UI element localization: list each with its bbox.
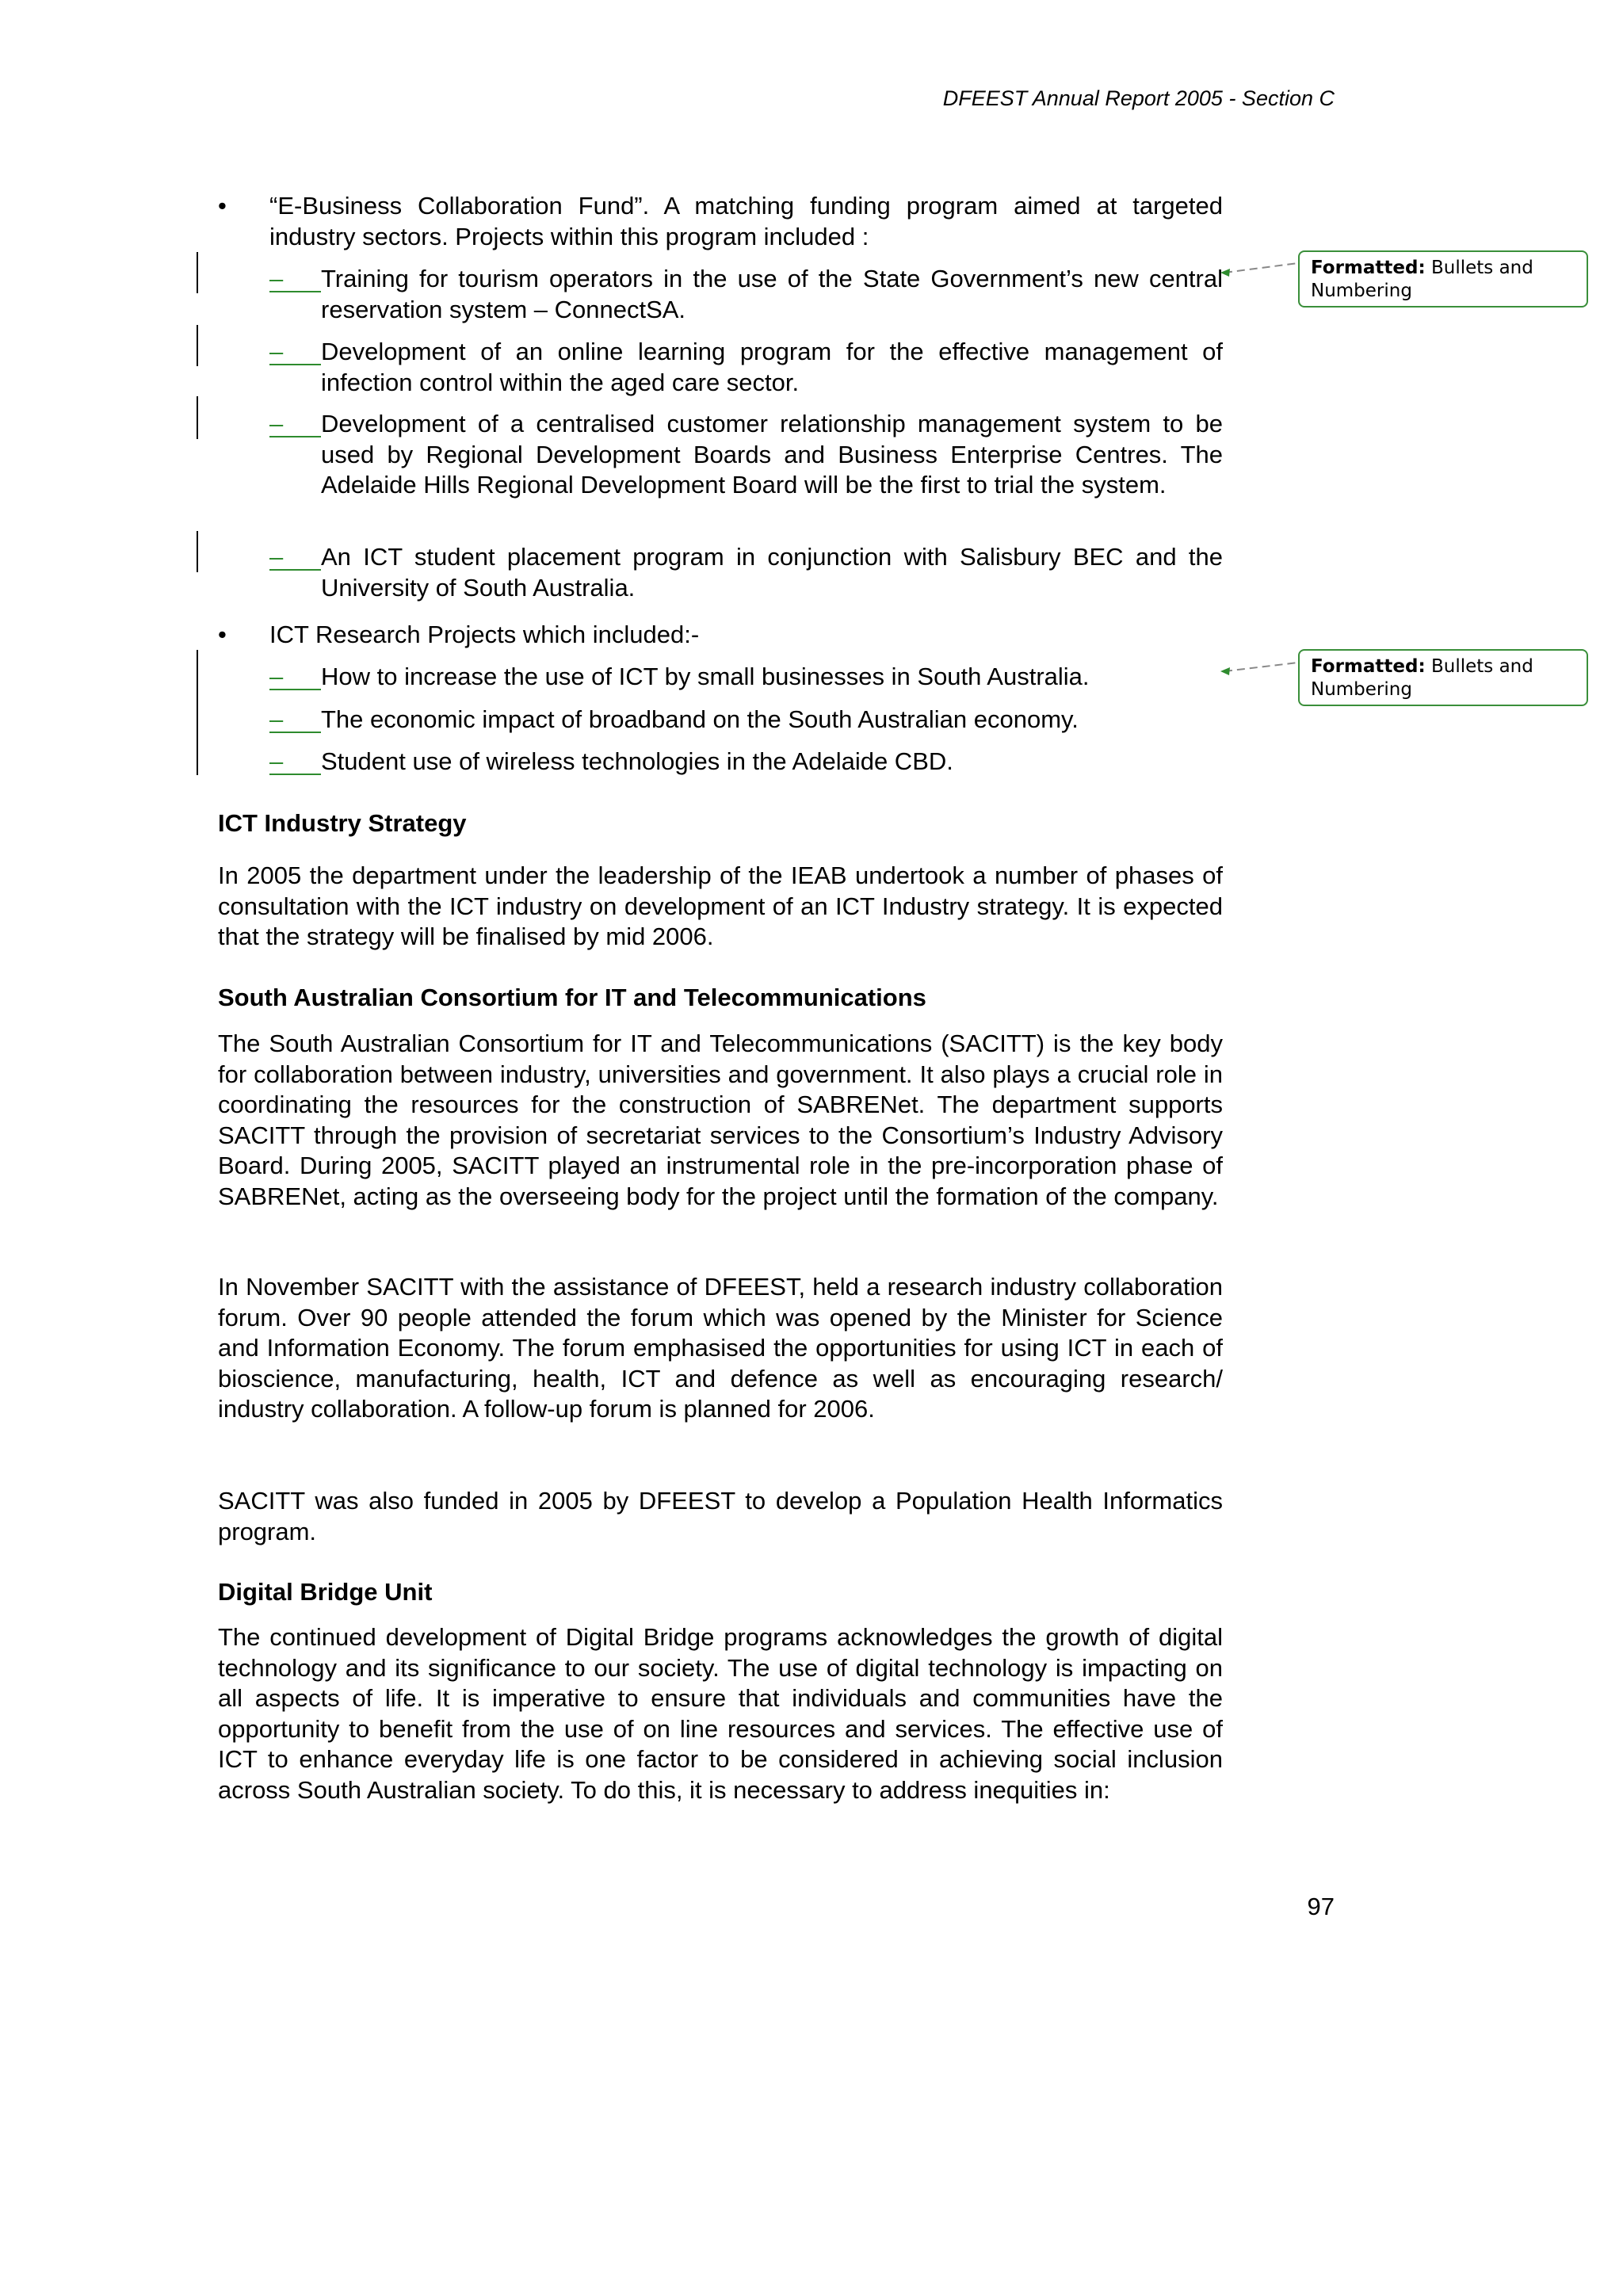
dash-marker: – xyxy=(269,412,321,437)
sub-item-text: Student use of wireless technologies in the Adelaide CBD. xyxy=(321,747,953,775)
balloon-label: Formatted: xyxy=(1311,258,1426,278)
balloon-label: Formatted: xyxy=(1311,656,1426,677)
sub-item-text: An ICT student placement program in conjunction with Salisbury BEC and the University of South Australia. xyxy=(321,543,1223,602)
bullet-marker: • xyxy=(218,621,227,648)
sub-item-text: The economic impact of broadband on the South Australian economy. xyxy=(321,705,1079,733)
section-heading: South Australian Consortium for IT and Telecommunications xyxy=(218,984,926,1011)
bullet-item xyxy=(218,620,1223,651)
dash-marker: – xyxy=(269,750,321,775)
connector-line xyxy=(1224,263,1298,273)
balloon-text: Bullets and Numbering xyxy=(1311,258,1533,301)
dash-marker: – xyxy=(269,545,321,571)
sub-item-text: How to increase the use of ICT by small businesses in South Australia. xyxy=(321,663,1090,690)
formatting-comment-balloon[interactable] xyxy=(1298,250,1588,308)
sub-item-text: Training for tourism operators in the use of the State Government’s new central reservation system – ConnectSA. xyxy=(321,265,1223,323)
connector-line xyxy=(1224,663,1298,671)
section-heading: Digital Bridge Unit xyxy=(218,1578,433,1606)
sub-item-text: Development of a centralised customer relationship management system to be used by Regional Development Boards and Business Enterprise Centres. The Adelaide Hills Regional Development Board will be the first to trial the system. xyxy=(321,410,1223,499)
dash-marker: – xyxy=(269,267,321,292)
bullet-item xyxy=(218,191,1223,254)
dash-marker: – xyxy=(269,665,321,690)
dash-marker: – xyxy=(269,708,321,733)
paragraph: The continued development of Digital Bridge programs acknowledges the growth of digital technology and its significance to our society. The use of digital technology is impacting on all aspects of life. It is imperative to ensure that individuals and communities have the opportunity to benefit from the use of on line resources and services. The effective use of ICT to enhance everyday life is one factor to be considered in achieving social inclusion across South Australian society. To do this, it is necessary to address inequities in: xyxy=(218,1623,1223,1804)
sub-item-text: Development of an online learning program for the effective management of infection control within the aged care sector. xyxy=(321,338,1223,396)
formatting-comment-balloon[interactable] xyxy=(1298,649,1588,706)
balloon-text: Bullets and Numbering xyxy=(1311,656,1533,700)
paragraph: The South Australian Consortium for IT and Telecommunications (SACITT) is the key body for collaboration between industry, universities and government. It also plays a crucial role in coordinating the resources for the construction of SABRENet. The department supports SACITT through the provision of secretariat services to the Consortium’s Industry Advisory Board. During 2005, SACITT played an instrumental role in the pre-incorporation phase of SABRENet, acting as the overseeing body for the project until the formation of the company. xyxy=(218,1030,1223,1210)
page-number: 97 xyxy=(1307,1893,1335,1920)
paragraph: SACITT was also funded in 2005 by DFEEST to develop a Population Health Informatics program. xyxy=(218,1487,1223,1545)
bullet-marker: • xyxy=(218,192,227,220)
dash-marker: – xyxy=(269,340,321,365)
bullet-text: ICT Research Projects which included:- xyxy=(269,621,700,648)
paragraph: In November SACITT with the assistance of DFEEST, held a research industry collaboration forum. Over 90 people attended the forum which was opened by the Minister for Science and Information Economy. The forum emphasised the opportunities for using ICT in each of bioscience, manufacturing, health, ICT and defence as well as encouraging research/ industry collaboration. A follow-up forum is planned for 2006. xyxy=(218,1273,1223,1423)
paragraph: In 2005 the department under the leadership of the IEAB undertook a number of phases of consultation with the ICT industry on development of an ICT Industry strategy. It is expected that the strategy will be finalised by mid 2006. xyxy=(218,861,1223,950)
bullet-text: “E-Business Collaboration Fund”. A matching funding program aimed at targeted industry sectors. Projects within this program included : xyxy=(269,192,1223,250)
running-header: DFEEST Annual Report 2005 - Section C xyxy=(942,86,1335,110)
section-heading: ICT Industry Strategy xyxy=(218,809,467,837)
